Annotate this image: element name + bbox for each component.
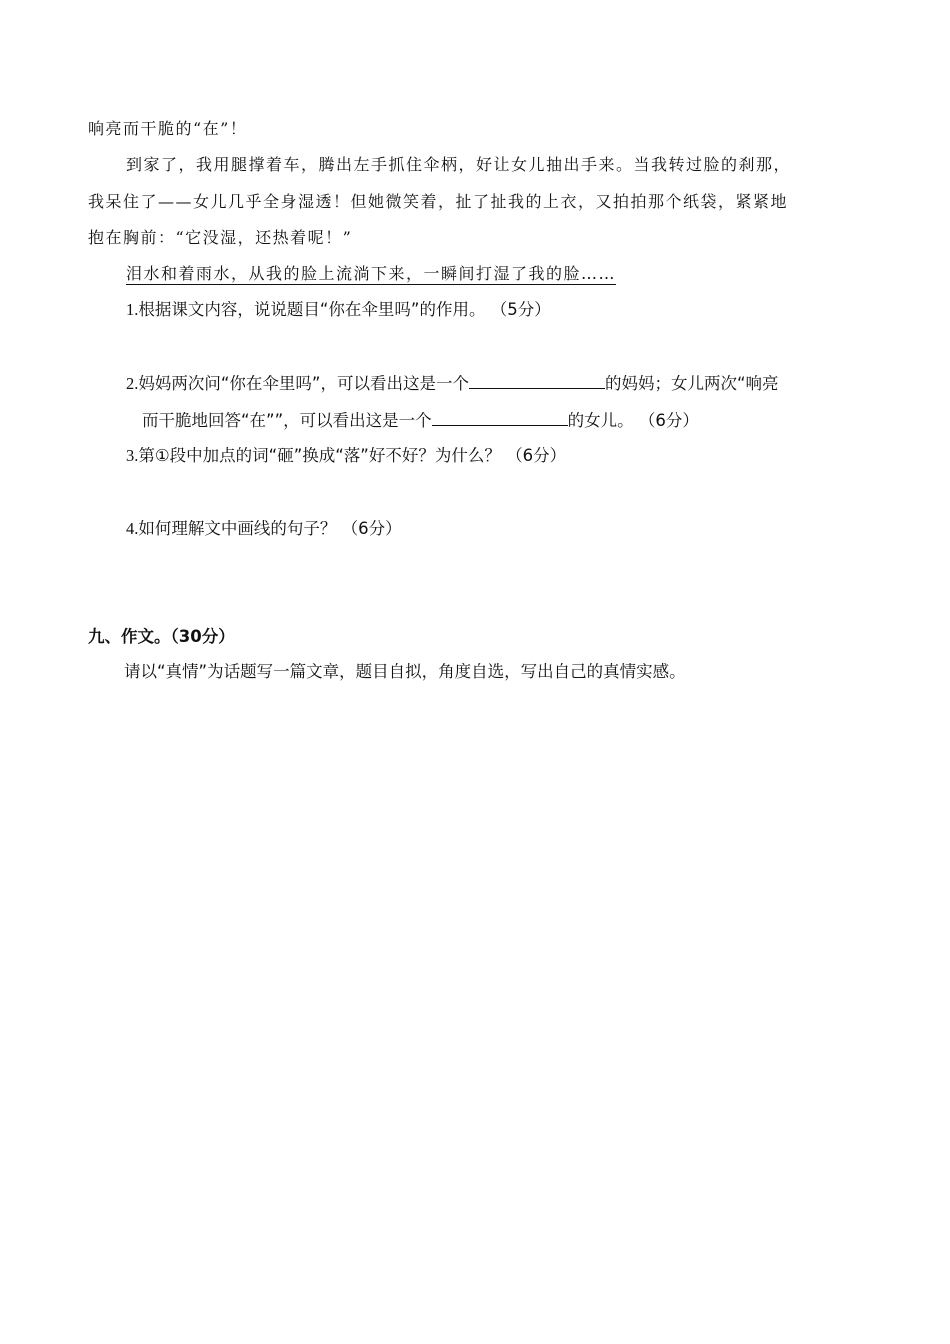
question-3 [126,445,566,467]
question-2-text-b: 的妈妈；女儿两次“响亮 [604,374,779,393]
passage-line-4: 抱在胸前：“它没湿，还热着呢！” [88,228,353,247]
question-4-text: 如何理解文中画线的句子？ [138,519,337,538]
underlined-sentence: 泪水和着雨水，从我的脸上流淌下来，一瞬间打湿了我的脸…… [126,264,617,283]
question-2-text-d: 的女儿。 [567,411,634,430]
question-1-number: 1. [126,300,139,319]
question-4-score: （6分） [341,519,402,538]
section-9-title: 九、作文。（30分） [88,627,235,646]
question-2-line-1 [126,372,779,395]
question-2-text-a: 妈妈两次问“你在伞里吗”，可以看出这是一个 [138,374,469,393]
answer-blank-2[interactable] [432,409,568,426]
question-2-score: （6分） [638,411,699,430]
answer-blank-1[interactable] [469,372,605,389]
question-2-line-2 [142,409,699,432]
question-1-text: 根据课文内容，说说题目“你在伞里吗”的作用。 [138,300,486,319]
question-4-number: 4. [126,519,139,538]
passage-line-2: 到家了，我用腿撑着车，腾出左手抓住伞柄，好让女儿抽出手来。当我转过脸的刹那， [126,155,792,174]
question-2-number: 2. [126,374,139,393]
question-3-text: 第①段中加点的词“砸”换成“落”好不好？为什么？ [138,446,501,465]
question-2-text-c: 而干脆地回答“在””，可以看出这是一个 [142,411,432,430]
question-1 [126,299,551,321]
question-4 [126,518,402,540]
question-3-score: （6分） [506,446,567,465]
passage-line-3: 我呆住了——女儿几乎全身湿透！但她微笑着，扯了扯我的上衣，又拍拍那个纸袋，紧紧地 [88,192,789,211]
section-9-prompt: 请以“真情”为话题写一篇文章，题目自拟，角度自选，写出自己的真情实感。 [124,662,686,681]
question-3-number: 3. [126,446,139,465]
passage-line-1: 响亮而干脆的“在”！ [88,119,248,138]
question-1-score: （5分） [490,300,551,319]
